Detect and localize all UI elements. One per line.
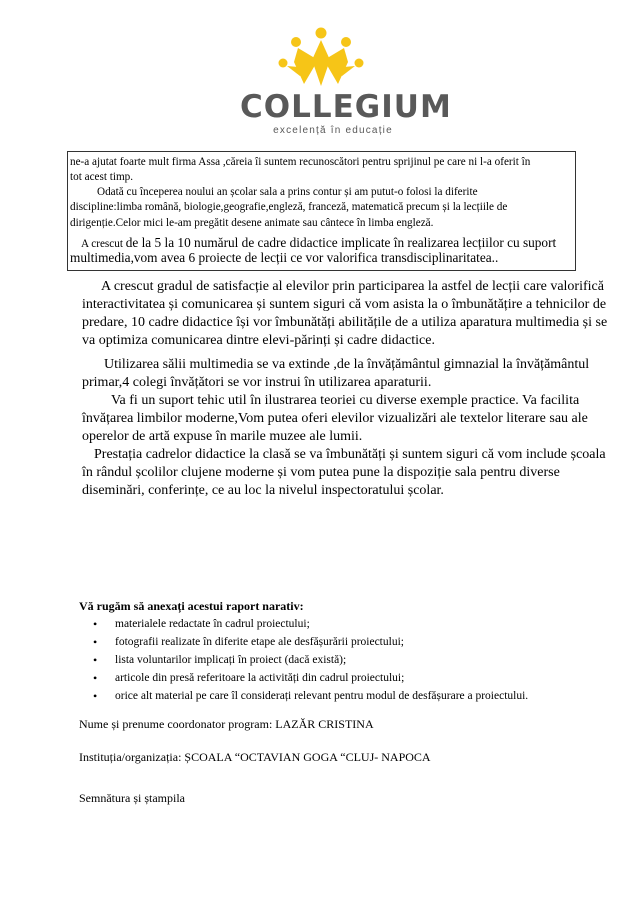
body-line: va optimiza comunicarea dintre elevi-părinți și cadre didactice. xyxy=(82,333,435,348)
box-line: discipline:limba română, biologie,geografie,engleză, franceză, matematică precum și la lecțiile de xyxy=(70,201,508,213)
box-line: tot acest timp. xyxy=(70,171,134,183)
annex-item xyxy=(79,651,528,669)
body-line: Utilizarea sălii multimedia se va extinde ,de la învățământul gimnazial la învățământul xyxy=(104,357,590,372)
annex-item xyxy=(79,669,528,687)
bullet: • xyxy=(93,653,98,667)
body-line: învățarea limbilor moderne,Vom putea oferi elevilor vizualizări ale textelor literare sau ale xyxy=(82,411,588,426)
star-people-icon xyxy=(274,26,368,94)
annex-item-text: lista voluntarilor implicați în proiect (dacă există); xyxy=(115,654,347,666)
box-line: dirigenție.Celor mici le-am pregătit desene animate sau cântece în limba engleză. xyxy=(70,217,434,229)
annex-item xyxy=(79,633,528,651)
bullet: • xyxy=(93,671,98,685)
annex-item-text: orice alt material pe care îl considerați relevant pentru modul de desfășurare a proiectului. xyxy=(115,690,529,702)
annex-item xyxy=(79,615,528,633)
box-line-part: de la 5 la 10 numărul de cadre didactice implicate în realizarea lecțiilor cu suport xyxy=(125,235,557,250)
bullet: • xyxy=(93,689,98,703)
body-line: operelor de artă expuse în marile muzee ale lumii. xyxy=(82,429,363,444)
body-line: primar,4 colegi învățători se vor instrui în utilizarea aparaturii. xyxy=(82,375,432,390)
annex-list xyxy=(79,615,528,705)
body-line: interactivitatea și comunicarea și suntem siguri că vom asista la o îmbunătățire a tehnicilor de xyxy=(82,297,607,312)
signature-label: Semnătura și ștampila xyxy=(79,791,185,805)
body-line: diseminări, conferințe, ce au loc la nivelul inspectoratului școlar. xyxy=(82,483,444,498)
box-line-part: A crescut xyxy=(81,238,126,250)
logo-wordmark: COLLEGIUM xyxy=(240,89,452,125)
coordinator-name: Nume și prenume coordonator program: LAZĂR CRISTINA xyxy=(79,717,374,731)
bullet: • xyxy=(93,617,98,631)
body-line: predare, 10 cadre didactice își vor îmbunătăți abilitățile de a utiliza aparatura multimedia și se xyxy=(82,315,608,330)
collegium-logo xyxy=(240,26,452,136)
body-line: Va fi un suport tehic util în ilustrarea teoriei cu diverse exemple practice. Va facilita xyxy=(111,393,580,408)
body-line: A crescut gradul de satisfacție al elevilor prin participarea la astfel de lecții care valorifică xyxy=(101,279,604,294)
annex-item-text: materialele redactate în cadrul proiectului; xyxy=(115,618,310,630)
box-line: ne-a ajutat foarte mult firma Assa ,căreia îi suntem recunoscători pentru sprijinul pe care ni l-a oferit în xyxy=(70,156,531,168)
box-line: Odată cu începerea noului an școlar sala a prins contur și am putut-o folosi la diferite xyxy=(97,186,478,198)
institution-name: Instituția/organizația: ȘCOALA “OCTAVIAN GOGA “CLUJ- NAPOCA xyxy=(79,750,431,764)
annex-item xyxy=(79,687,528,705)
body-line: în rândul școlilor clujene moderne și vom putea pune la dispoziție sala pentru diverse xyxy=(82,465,560,480)
box-line: multimedia,vom avea 6 proiecte de lecții ce vor valorifica transdisciplinaritatea.. xyxy=(70,250,499,265)
bullet: • xyxy=(93,635,98,649)
annex-title: Vă rugăm să anexați acestui raport narativ: xyxy=(79,599,304,613)
body-line: Prestația cadrelor didactice la clasă se va îmbunătăți și suntem siguri că vom include școala xyxy=(94,447,606,462)
annex-item-text: fotografii realizate în diferite etape ale desfășurării proiectului; xyxy=(115,636,404,648)
annex-item-text: articole din presă referitoare la activități din cadrul proiectului; xyxy=(115,672,405,684)
logo-tagline: excelență în educație xyxy=(273,125,393,136)
